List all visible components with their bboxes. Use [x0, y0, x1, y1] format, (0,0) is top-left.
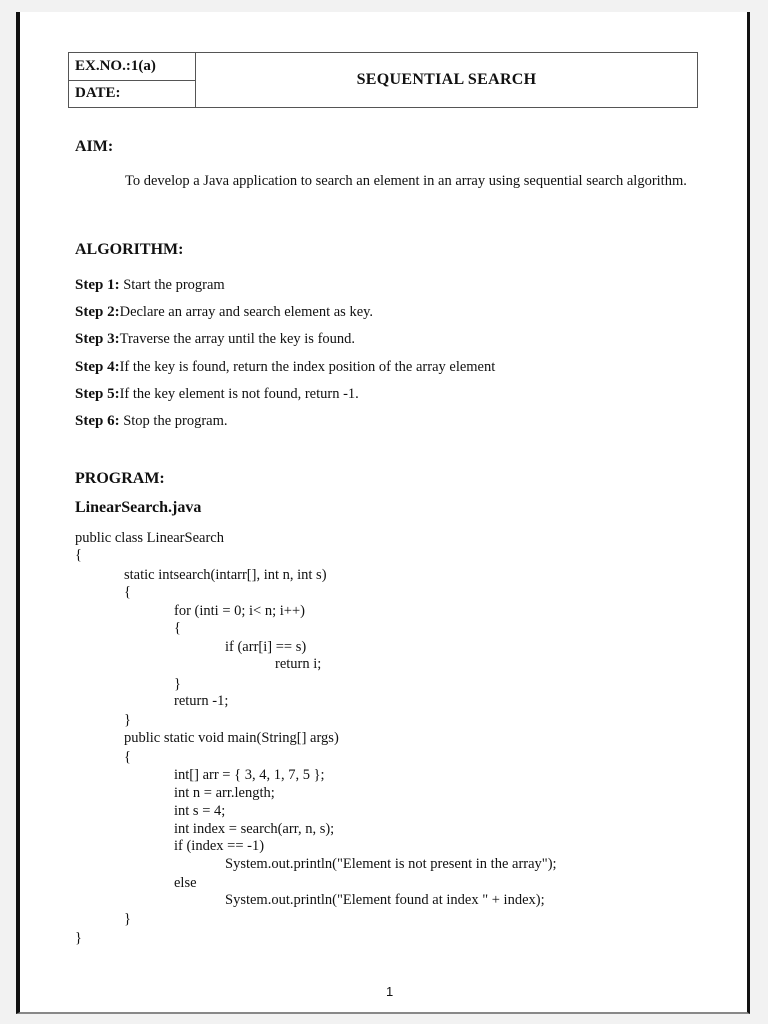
- code-line: if (arr[i] == s): [225, 639, 307, 655]
- code-line: if (index == -1): [174, 838, 265, 854]
- code-line: int n = arr.length;: [174, 785, 275, 801]
- algorithm-step: [75, 359, 495, 376]
- step-label: Step 2:: [75, 304, 120, 320]
- code-line: public static void main(String[] args): [124, 730, 339, 746]
- code-line: static intsearch(intarr[], int n, int s): [124, 567, 327, 583]
- step-text: Stop the program.: [119, 413, 228, 429]
- aim-text: To develop a Java application to search an element in an array using sequential search algorithm.: [125, 173, 687, 189]
- code-line: int s = 4;: [174, 803, 226, 819]
- code-line: public class LinearSearch: [75, 530, 224, 546]
- ex-no-cell: EX.NO.:1(a): [75, 57, 156, 74]
- algorithm-step: [75, 277, 225, 294]
- code-line: else: [174, 875, 197, 891]
- algorithm-step: [75, 386, 359, 403]
- program-filename: LinearSearch.java: [75, 499, 202, 516]
- algorithm-step: [75, 413, 228, 430]
- step-label: Step 6:: [75, 413, 120, 429]
- step-text: If the key element is not found, return -1.: [119, 386, 359, 402]
- step-text: Traverse the array until the key is found.: [119, 331, 356, 347]
- program-heading: PROGRAM:: [75, 470, 165, 487]
- code-line: }: [124, 712, 131, 728]
- code-line: for (inti = 0; i< n; i++): [174, 603, 305, 619]
- step-label: Step 1:: [75, 277, 120, 293]
- step-label: Step 5:: [75, 386, 120, 402]
- step-text: Declare an array and search element as key.: [119, 304, 374, 320]
- code-line: System.out.println("Element is not present in the array");: [225, 856, 557, 872]
- page-number: 1: [386, 984, 394, 999]
- code-line: {: [174, 620, 181, 636]
- date-cell: DATE:: [69, 80, 195, 108]
- document-page: [16, 12, 750, 1014]
- code-line: {: [75, 547, 82, 563]
- code-line: int index = search(arr, n, s);: [174, 821, 335, 837]
- code-line: }: [124, 911, 131, 927]
- code-line: }: [174, 676, 181, 692]
- code-line: System.out.println("Element found at index " + index);: [225, 892, 545, 908]
- aim-heading: AIM:: [75, 138, 114, 155]
- algorithm-step: [75, 304, 373, 321]
- header-table: [68, 52, 698, 108]
- code-line: {: [124, 749, 131, 765]
- step-label: Step 4:: [75, 359, 120, 375]
- header-left-column: [69, 53, 196, 107]
- code-line: return i;: [275, 656, 322, 672]
- algorithm-heading: ALGORITHM:: [75, 241, 184, 258]
- code-line: return -1;: [174, 693, 229, 709]
- step-label: Step 3:: [75, 331, 120, 347]
- step-text: If the key is found, return the index position of the array element: [119, 359, 496, 375]
- step-text: Start the program: [119, 277, 225, 293]
- code-line: int[] arr = { 3, 4, 1, 7, 5 };: [174, 767, 325, 783]
- document-title: SEQUENTIAL SEARCH: [356, 71, 537, 88]
- code-line: {: [124, 584, 131, 600]
- algorithm-step: [75, 331, 355, 348]
- code-line: }: [75, 930, 82, 946]
